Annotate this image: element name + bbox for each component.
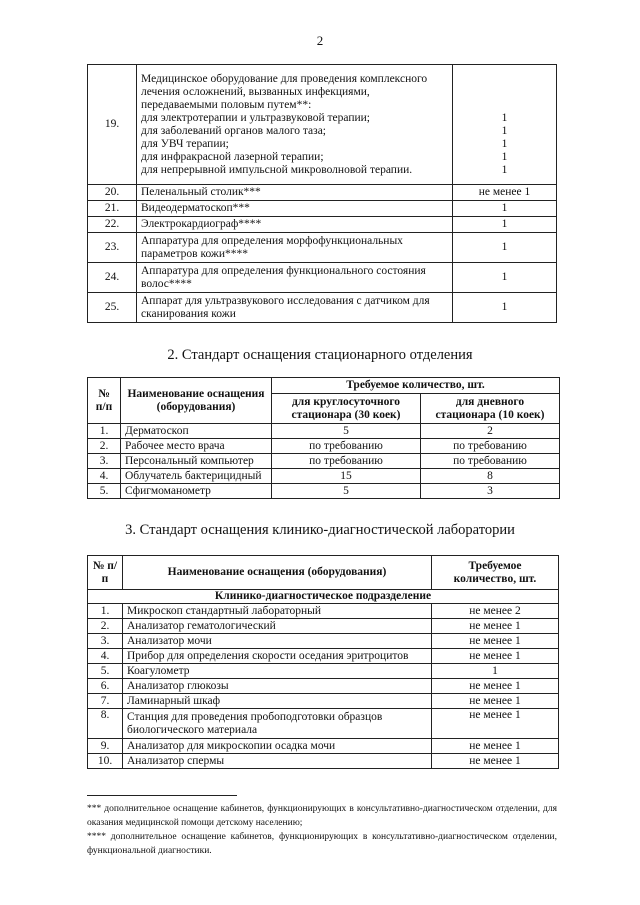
row-quantity: не менее 1 — [432, 634, 559, 649]
row-number: 21. — [88, 201, 137, 217]
table-header-row — [88, 378, 560, 394]
row-number: 3. — [88, 454, 121, 469]
row-number: 20. — [88, 185, 137, 201]
header-number: № п/п — [88, 378, 121, 424]
table-row — [88, 604, 559, 619]
row-24h: по требованию — [272, 439, 421, 454]
row-name: Анализатор для микроскопии осадка мочи — [123, 739, 432, 754]
row-name: Видеодерматоскоп*** — [137, 201, 453, 217]
row-number: 10. — [88, 754, 123, 769]
row-name-line: для электротерапии и ультразвуковой терапии; — [141, 111, 370, 124]
row-number: 2. — [88, 619, 123, 634]
row-24h: 5 — [272, 424, 421, 439]
row-number: 9. — [88, 739, 123, 754]
row-name: Пеленальный столик*** — [137, 185, 453, 201]
row-name: Прибор для определения скорости оседания эритроцитов — [123, 649, 432, 664]
row-quantity: не менее 1 — [432, 619, 559, 634]
table-row — [88, 293, 557, 323]
row-quantity: 1 — [453, 217, 557, 233]
table-row — [88, 439, 560, 454]
row-name: Дерматоскоп — [121, 424, 272, 439]
row-name-line: лечения осложнений, вызванных инфекциями, — [141, 85, 370, 98]
row-number: 25. — [88, 293, 137, 323]
row-number: 8. — [88, 709, 123, 739]
row-name: Аппаратура для определения функционального состояния волос**** — [137, 263, 453, 293]
row-number: 3. — [88, 634, 123, 649]
section-3-title: 3. Стандарт оснащения клинико-диагностической лаборатории — [125, 522, 515, 538]
row-quantity: не менее 1 — [432, 649, 559, 664]
row-quantity-line: 1 — [501, 150, 508, 163]
row-name: Анализатор гематологический — [123, 619, 432, 634]
row-name: Электрокардиограф**** — [137, 217, 453, 233]
row-day: по требованию — [421, 454, 560, 469]
table-row — [88, 619, 559, 634]
row-name: Станция для проведения пробоподготовки образцов биологического материала — [123, 709, 432, 739]
row-quantity-line: 1 — [501, 124, 508, 137]
table-row — [88, 65, 557, 185]
table-row — [88, 709, 559, 739]
footnotes — [87, 795, 557, 858]
table-row — [88, 649, 559, 664]
row-number: 6. — [88, 679, 123, 694]
row-number: 2. — [88, 439, 121, 454]
row-name: Ламинарный шкаф — [123, 694, 432, 709]
subdivision-title: Клинико-диагностическое подразделение — [88, 590, 559, 604]
row-quantity: 1 — [453, 201, 557, 217]
section-2-title: 2. Стандарт оснащения стационарного отделения — [167, 347, 473, 363]
row-quantity — [453, 65, 557, 185]
row-number: 4. — [88, 649, 123, 664]
row-number: 5. — [88, 664, 123, 679]
row-name: Анализатор глюкозы — [123, 679, 432, 694]
table-row — [88, 424, 560, 439]
row-quantity: не менее 2 — [432, 604, 559, 619]
row-name — [137, 65, 453, 185]
table-row — [88, 754, 559, 769]
table-row — [88, 233, 557, 263]
table-row — [88, 201, 557, 217]
row-name: Персональный компьютер — [121, 454, 272, 469]
row-quantity: не менее 1 — [432, 739, 559, 754]
row-quantity: 1 — [453, 233, 557, 263]
row-quantity: не менее 1 — [432, 709, 559, 739]
table-row — [88, 469, 560, 484]
row-quantity: не менее 1 — [432, 754, 559, 769]
row-quantity-line: 1 — [501, 163, 508, 176]
row-number: 4. — [88, 469, 121, 484]
table-row — [88, 679, 559, 694]
row-24h: 5 — [272, 484, 421, 499]
row-name: Аппаратура для определения морфофункциональных параметров кожи**** — [137, 233, 453, 263]
laboratory-equipment-table — [87, 555, 559, 769]
footnote-list — [87, 802, 557, 858]
header-number: № п/п — [88, 556, 123, 590]
row-name: Коагулометр — [123, 664, 432, 679]
row-quantity-line: 1 — [501, 137, 508, 150]
footnote: **** дополнительное оснащение кабинетов, функционирующих в консультативно-диагностическом отделении, функциональной диагностики. — [87, 832, 557, 856]
row-name: Анализатор спермы — [123, 754, 432, 769]
row-name-line: для инфракрасной лазерной терапии; — [141, 150, 324, 163]
row-quantity: не менее 1 — [432, 679, 559, 694]
table-row — [88, 217, 557, 233]
table-row — [88, 739, 559, 754]
row-number: 19. — [88, 65, 137, 185]
header-name: Наименование оснащения (оборудования) — [123, 556, 432, 590]
row-quantity: 1 — [453, 293, 557, 323]
row-name: Аппарат для ультразвукового исследования с датчиком для сканирования кожи — [137, 293, 453, 323]
table-row — [88, 484, 560, 499]
row-number: 24. — [88, 263, 137, 293]
row-number: 5. — [88, 484, 121, 499]
row-day: 2 — [421, 424, 560, 439]
row-quantity: не менее 1 — [432, 694, 559, 709]
row-name: Рабочее место врача — [121, 439, 272, 454]
row-24h: 15 — [272, 469, 421, 484]
row-day: 3 — [421, 484, 560, 499]
subdivision-row — [88, 590, 559, 604]
row-day: по требованию — [421, 439, 560, 454]
footnote: *** дополнительное оснащение кабинетов, функционирующих в консультативно-диагностическом отделении, для оказания медицинской помощи детскому населению; — [87, 804, 557, 828]
page-number: 2 — [316, 33, 324, 48]
row-quantity-line: 1 — [501, 111, 508, 124]
footnote-divider — [87, 795, 237, 796]
header-24h: для круглосуточного стационара (30 коек) — [272, 394, 421, 424]
row-name: Сфигмоманометр — [121, 484, 272, 499]
header-name: Наименование оснащения (оборудования) — [121, 378, 272, 424]
table-header-row — [88, 556, 559, 590]
header-quantity: Требуемое количество, шт. — [432, 556, 559, 590]
row-number: 23. — [88, 233, 137, 263]
row-number: 7. — [88, 694, 123, 709]
row-number: 1. — [88, 604, 123, 619]
row-name-line: для УВЧ терапии; — [141, 137, 229, 150]
table-row — [88, 634, 559, 649]
row-number: 1. — [88, 424, 121, 439]
table-row — [88, 664, 559, 679]
equipment-table-continued — [87, 64, 557, 323]
row-quantity: 1 — [453, 263, 557, 293]
inpatient-equipment-table — [87, 377, 560, 499]
row-quantity: 1 — [432, 664, 559, 679]
row-name: Микроскоп стандартный лабораторный — [123, 604, 432, 619]
table-row — [88, 694, 559, 709]
row-name-line: для непрерывной импульсной микроволновой терапии. — [141, 163, 413, 176]
row-name-line: передаваемыми половым путем**: — [141, 98, 312, 111]
row-number: 22. — [88, 217, 137, 233]
row-name: Облучатель бактерицидный — [121, 469, 272, 484]
header-day: для дневного стационара (10 коек) — [421, 394, 560, 424]
row-quantity: не менее 1 — [453, 185, 557, 201]
table-row — [88, 454, 560, 469]
row-name: Анализатор мочи — [123, 634, 432, 649]
header-required: Требуемое количество, шт. — [272, 378, 560, 394]
row-24h: по требованию — [272, 454, 421, 469]
table-row — [88, 263, 557, 293]
table-row — [88, 185, 557, 201]
row-name-line: для заболеваний органов малого таза; — [141, 124, 327, 137]
row-name-line: Медицинское оборудование для проведения комплексного — [141, 72, 428, 85]
row-day: 8 — [421, 469, 560, 484]
